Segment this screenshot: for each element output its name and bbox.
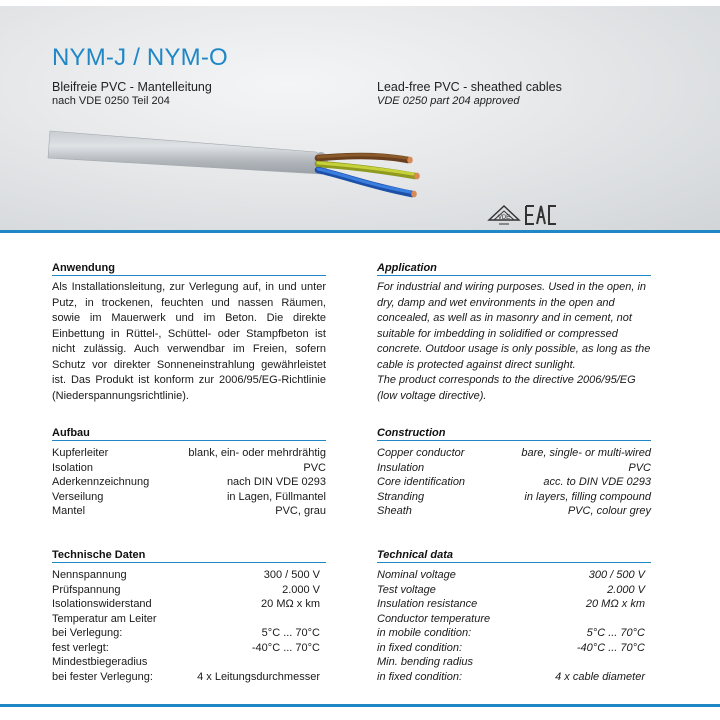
anwendung-text: Als Installationsleitung, zur Verlegung auf, in und unter Putz, in trockenen, feuchten und nassen Räumen, sowie im Mauerwerk und im Beton. Die direkte Einbettung in Rüttel-, Schüttel- oder Stampfbeton ist nicht zulässig. Auch verwendbar im Freien, sofern Schutz vor direkter Sonneneinstrahlung gewährleistet ist. Das Produkt ist konform zur 2006/95/EG-Richtlinie (Niederspannungsrichtlinie). [52, 281, 326, 402]
row-value: in Lagen, Füllmantel [226, 490, 326, 503]
table-row [377, 612, 651, 627]
subtitle-de: Bleifreie PVC - Mantelleitung [52, 80, 212, 94]
table-row [52, 597, 326, 612]
table-row [377, 655, 651, 670]
table-row [377, 475, 651, 490]
row-value: 2.000 V [282, 583, 320, 596]
table-row [377, 641, 651, 656]
row-value: 2.000 V [607, 583, 645, 596]
row-value: 300 / 500 V [263, 569, 320, 581]
section-title-anwendung: Anwendung [52, 262, 115, 274]
table-row [52, 475, 326, 490]
table-row [52, 670, 326, 685]
table-row [52, 655, 326, 670]
aufbau-table [52, 446, 326, 519]
row-value: 20 MΩ x km [261, 598, 320, 610]
row-value: blank, ein- oder mehrdrähtig [188, 447, 326, 459]
row-value [645, 612, 651, 627]
row-label: Kupferleiter [52, 447, 109, 459]
technical-data-table [377, 568, 651, 684]
row-label: Nominal voltage [377, 569, 456, 581]
section-rule [377, 562, 651, 563]
row-label: Temperatur am Leiter [52, 612, 157, 625]
row-value: PVC [628, 461, 651, 474]
table-row [377, 626, 651, 641]
table-row [377, 504, 651, 519]
row-label: Prüfspannung [52, 583, 121, 596]
section-rule [52, 275, 326, 276]
row-label: Stranding [377, 490, 425, 503]
row-label: in fixed condition: [377, 670, 462, 683]
row-label: Isolation [52, 461, 93, 474]
row-label: Nennspannung [52, 569, 127, 581]
row-label: Verseilung [52, 490, 104, 503]
section-rule [377, 275, 651, 276]
row-label: Mantel [52, 505, 86, 517]
table-row [377, 446, 651, 461]
table-row [377, 461, 651, 476]
row-value: 300 / 500 V [588, 569, 645, 581]
row-label: Mindestbiegeradius [52, 656, 148, 668]
table-row [52, 641, 326, 656]
table-row [52, 583, 326, 598]
vde-triangle-icon [489, 206, 519, 224]
row-label: in fixed condition: [377, 641, 462, 654]
row-value: 4 x Leitungsdurchmesser [197, 670, 320, 683]
row-label: Insulation resistance [377, 598, 478, 610]
section-title-application: Application [377, 262, 437, 274]
table-row [52, 446, 326, 461]
table-row [52, 612, 326, 627]
row-value: 4 x cable diameter [555, 670, 645, 683]
row-value: bare, single- or multi-wired [521, 447, 651, 459]
table-row [52, 568, 326, 583]
table-row [377, 597, 651, 612]
technische-daten-table [52, 568, 326, 684]
table-row [52, 461, 326, 476]
row-label: Copper conductor [377, 447, 465, 459]
table-row [377, 583, 651, 598]
table-row [52, 504, 326, 519]
row-label: Insulation [377, 461, 425, 474]
header-banner [0, 6, 720, 230]
row-value: in layers, filling compound [524, 490, 651, 503]
row-label: Aderkennzeichnung [52, 476, 150, 488]
row-value [645, 655, 651, 670]
row-label: Min. bending radius [377, 656, 474, 668]
section-title-technische-daten: Technische Daten [52, 549, 146, 561]
application-text [377, 280, 651, 404]
row-label: Conductor temperature [377, 612, 491, 625]
section-title-technical-data: Technical data [377, 549, 454, 561]
construction-table [377, 446, 651, 519]
row-value: acc. to DIN VDE 0293 [543, 476, 651, 488]
section-rule [377, 440, 651, 441]
svg-text:VDE: VDE [497, 215, 511, 221]
section-title-construction: Construction [377, 427, 446, 439]
row-label: fest verlegt: [52, 641, 109, 654]
subtitle-en: Lead-free PVC - sheathed cables [377, 80, 562, 94]
footer-divider [0, 704, 720, 707]
top-margin [0, 0, 720, 6]
row-value: -40°C ... 70°C [576, 641, 645, 654]
application-text-2: The product corresponds to the directive 2006/95/EG (low voltage directive). [377, 374, 636, 402]
row-value: PVC, grau [275, 505, 326, 517]
table-row [377, 490, 651, 505]
table-row [52, 490, 326, 505]
certification-marks [486, 200, 566, 230]
row-value: PVC [303, 461, 326, 474]
table-row [377, 670, 651, 685]
row-value: 5°C ... 70°C [261, 627, 320, 639]
section-rule [52, 440, 326, 441]
eac-mark-icon [526, 206, 556, 224]
row-label: Test voltage [377, 583, 436, 596]
row-value [320, 612, 326, 627]
row-label: in mobile condition: [377, 627, 472, 639]
section-rule [52, 562, 326, 563]
row-value: 5°C ... 70°C [586, 627, 645, 639]
cable-image [0, 6, 720, 230]
row-value: 20 MΩ x km [585, 598, 645, 610]
section-title-aufbau: Aufbau [52, 427, 90, 439]
row-value: PVC, colour grey [567, 505, 651, 517]
row-label: bei Verlegung: [52, 627, 123, 639]
header-divider [0, 230, 720, 233]
table-row [377, 568, 651, 583]
table-row [52, 626, 326, 641]
application-text-1: For industrial and wiring purposes. Used in the open, in dry, damp and wet environments in the open and concealed, as well as in masonry and in cement, not suitable for imbedding in solidified or compressed concrete. Outdoor usage is only possible, as long as the cable is protected against direct sunlight. [377, 281, 651, 371]
row-label: Core identification [377, 476, 466, 488]
row-value: -40°C ... 70°C [251, 641, 320, 654]
row-value: nach DIN VDE 0293 [226, 476, 326, 488]
row-value [320, 655, 326, 670]
row-label: Isolationswiderstand [52, 598, 152, 610]
subtitle-de-norm: nach VDE 0250 Teil 204 [52, 95, 170, 107]
row-label: bei fester Verlegung: [52, 670, 153, 683]
row-label: Sheath [377, 505, 412, 517]
subtitle-en-norm: VDE 0250 part 204 approved [377, 95, 520, 107]
page-title: NYM-J / NYM-O [52, 44, 228, 71]
